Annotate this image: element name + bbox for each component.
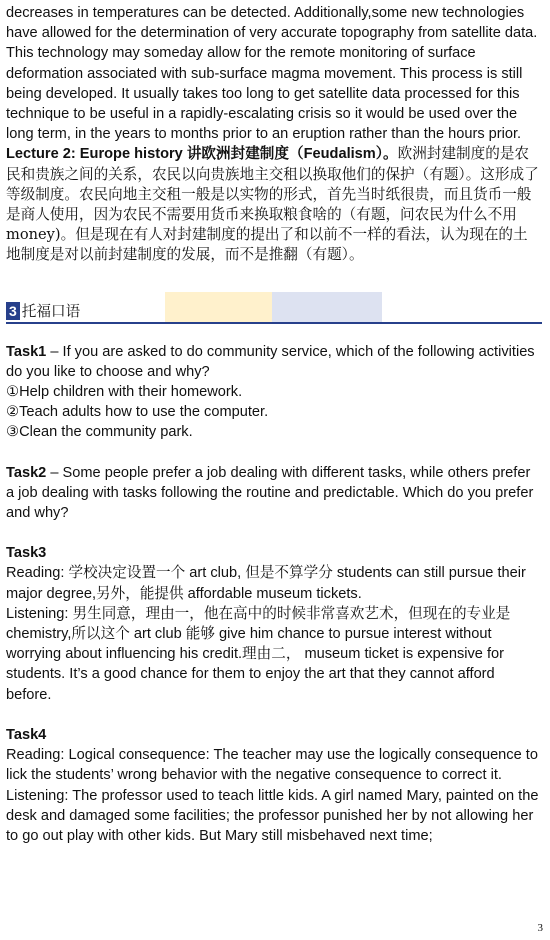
task4-label-text: Task4 bbox=[6, 726, 47, 743]
task1-prompt-text: – If you are asked to do community service, which of the following activities do you like to choose and why? bbox=[6, 343, 535, 380]
lecture2-paragraph bbox=[6, 144, 542, 265]
task1-option: ②Teach adults how to use the computer. bbox=[6, 404, 269, 421]
task3-block bbox=[6, 543, 542, 705]
section-title: 托福口语 bbox=[21, 303, 81, 321]
task4-listening: Listening: The professor used to teach little kids. A girl named Mary, painted on the desk and damaged some facilities; the professor punished her by not allowing her to go out play with other kids. But Mary still misbehaved next time; bbox=[6, 787, 539, 844]
task2-prompt bbox=[6, 463, 542, 524]
task1-option: ①Help children with their homework. bbox=[6, 384, 243, 401]
task3-listening: Listening: 男生同意，理由一，他在高中的时候非常喜欢艺术，但现在的专业是 chemistry,所以这个 art club 能够 give him chance to pursue interest without worrying about influencing his credit.理由二， museum ticket is expensive for students. It’s a good chance for them to enjoy the art that they cannot afford before. bbox=[6, 605, 511, 703]
task2-label: Task2 bbox=[6, 464, 47, 481]
section-header bbox=[6, 300, 542, 324]
intro-paragraph: decreases in temperatures can be detected. Additionally,some new technologies have allowed for the determination of very accurate topography from satellite data. This technology may someday allow for the remote monitoring of surface deformation associated with sub-surface magma movement. This process is still being developed. It usually takes too long to get satellite data processed for this technique to be useful in a rapidly-escalating crisis so it would be used over the long term, in the years to months prior to an eruption rather than the hours prior. bbox=[6, 5, 538, 143]
task4-block bbox=[6, 725, 542, 846]
task1-block bbox=[6, 342, 542, 443]
task3-reading: Reading: 学校决定设置一个 art club, 但是不算学分 students can still pursue their major degree,另外，能提供 affordable museum tickets. bbox=[6, 565, 526, 602]
task4-reading: Reading: Logical consequence: The teacher may use the logically consequence to lick the students’ wrong behavior with the negative consequence to correct it. bbox=[6, 747, 538, 784]
task1-option: ③Clean the community park. bbox=[6, 424, 193, 441]
task2-prompt-text: – Some people prefer a job dealing with different tasks, while others prefer a job dealing with tasks following the routine and predictable. Which do you prefer and why? bbox=[6, 464, 534, 522]
lecture2-heading: Lecture 2: Europe history 讲欧洲封建制度（Feudalism）。 bbox=[6, 146, 398, 163]
lecture2-body: 欧洲封建制度的是农民和贵族之间的关系，农民以向贵族地主交租以换取他们的保护（有题）。这形成了等级制度。农民向地主交租一般是以实物的形式，首先当时纸很贵，而且货币一般是商人使用，因为农民不需要用货币来换取粮食啥的（有题，问农民为什么不用 money)。但是现在有人对封建制度的提出了和以前不一样的看法，认为现在的土地制度是对以前封建制度的发展，而不是推翻（有题）。 bbox=[6, 145, 539, 264]
task3-label bbox=[6, 543, 542, 563]
task1-label: Task1 bbox=[6, 343, 47, 360]
task3-label-text: Task3 bbox=[6, 545, 47, 562]
document-page bbox=[6, 0, 542, 846]
section-number: 3 bbox=[6, 302, 20, 320]
task2-block bbox=[6, 463, 542, 524]
task4-label bbox=[6, 725, 542, 745]
page-number: 3 bbox=[537, 922, 543, 934]
task1-prompt bbox=[6, 342, 542, 382]
